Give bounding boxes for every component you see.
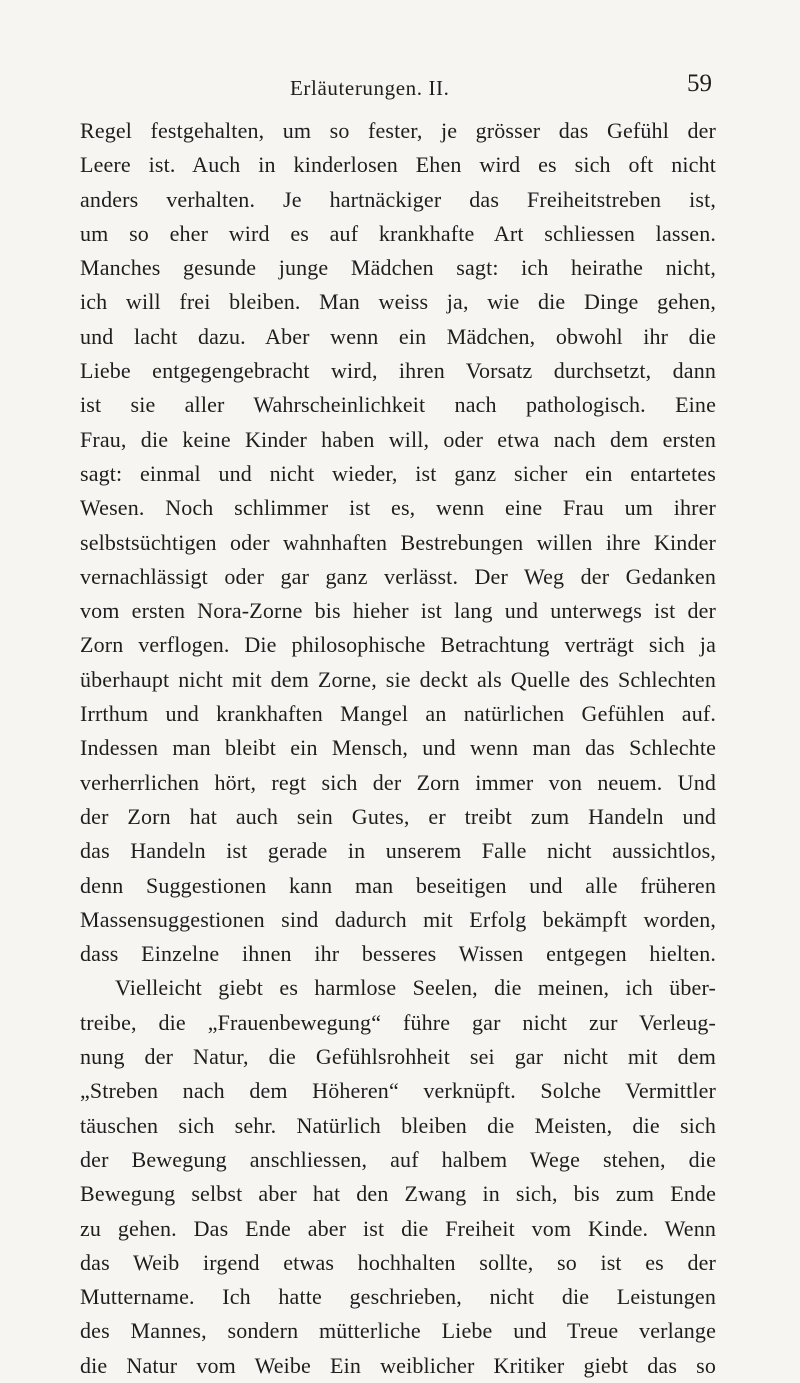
text-line: Massensuggestionen sind dadurch mit Erfolg bekämpft worden, [80, 906, 716, 932]
text-line: der Bewegung anschliessen, auf halbem Wege stehen, die [80, 1146, 716, 1172]
text-line: ist sie aller Wahrscheinlichkeit nach pathologisch. Eine [80, 392, 716, 418]
text-line: und lacht dazu. Aber wenn ein Mädchen, obwohl ihr die [80, 323, 716, 349]
text-line: das Handeln ist gerade in unserem Falle nicht aussichtlos, [80, 838, 716, 864]
text-line: verherrlichen hört, regt sich der Zorn immer von neuem. Und [80, 769, 716, 795]
text-line: Manches gesunde junge Mädchen sagt: ich heirathe nicht, [80, 255, 716, 281]
running-head [80, 70, 720, 106]
text-line: überhaupt nicht mit dem Zorne, sie deckt als Quelle des Schlechten [80, 666, 716, 692]
text-line: das Weib irgend etwas hochhalten sollte, so ist es der [80, 1249, 716, 1275]
text-line: Frau, die keine Kinder haben will, oder etwa nach dem ersten [80, 426, 716, 452]
text-line: des Mannes, sondern mütterliche Liebe und Treue verlange [80, 1318, 716, 1344]
text-line: „Streben nach dem Höheren“ verknüpft. Solche Vermittler [80, 1078, 716, 1104]
text-line: zu gehen. Das Ende aber ist die Freiheit vom Kinde. Wenn [80, 1215, 716, 1241]
body-text [80, 114, 716, 1383]
text-line: nung der Natur, die Gefühlsrohheit sei gar nicht mit dem [80, 1044, 716, 1070]
running-head-title: Erläuterungen. II. [290, 76, 450, 100]
text-line: die Natur vom Weibe Ein weiblicher Kritiker giebt das so [80, 1352, 716, 1378]
text-line: täuschen sich sehr. Natürlich bleiben die Meisten, die sich [80, 1112, 716, 1138]
text-line: Leere ist. Auch in kinderlosen Ehen wird es sich oft nicht [80, 152, 716, 178]
text-line: treibe, die „Frauenbewegung“ führe gar nicht zur Verleug- [80, 1009, 716, 1035]
text-line: Wesen. Noch schlimmer ist es, wenn eine Frau um ihrer [80, 495, 716, 521]
text-line: der Zorn hat auch sein Gutes, er treibt zum Handeln und [80, 803, 716, 829]
text-line: Indessen man bleibt ein Mensch, und wenn man das Schlechte [80, 735, 716, 761]
text-line: Muttername. Ich hatte geschrieben, nicht die Leistungen [80, 1284, 716, 1310]
text-line: ich will frei bleiben. Man weiss ja, wie die Dinge gehen, [80, 289, 716, 315]
text-line: Zorn verflogen. Die philosophische Betrachtung verträgt sich ja [80, 632, 716, 658]
text-line: vernachlässigt oder gar ganz verlässt. Der Weg der Gedanken [80, 563, 716, 589]
text-line: Regel festgehalten, um so fester, je grösser das Gefühl der [80, 118, 716, 143]
text-line: um so eher wird es auf krankhafte Art schliessen lassen. [80, 220, 716, 246]
text-line: sagt: einmal und nicht wieder, ist ganz sicher ein entartetes [80, 460, 716, 486]
text-line: denn Suggestionen kann man beseitigen und alle früheren [80, 872, 716, 898]
text-line: dass Einzelne ihnen ihr besseres Wissen entgegen hielten. [80, 941, 716, 967]
text-line: selbstsüchtigen oder wahnhaften Bestrebungen willen ihre Kinder [80, 529, 716, 555]
page-number: 59 [687, 70, 712, 97]
text-line: Liebe entgegengebracht wird, ihren Vorsatz durchsetzt, dann [80, 358, 716, 384]
text-line: vom ersten Nora-Zorne bis hieher ist lang und unterwegs ist der [80, 598, 716, 624]
text-line: Bewegung selbst aber hat den Zwang in sich, bis zum Ende [80, 1181, 716, 1207]
text-line: anders verhalten. Je hartnäckiger das Freiheitstreben ist, [80, 186, 716, 212]
text-line-paragraph-start: Vielleicht giebt es harmlose Seelen, die meinen, ich über- [115, 975, 716, 1001]
text-line: Irrthum und krankhaften Mangel an natürlichen Gefühlen auf. [80, 701, 716, 727]
